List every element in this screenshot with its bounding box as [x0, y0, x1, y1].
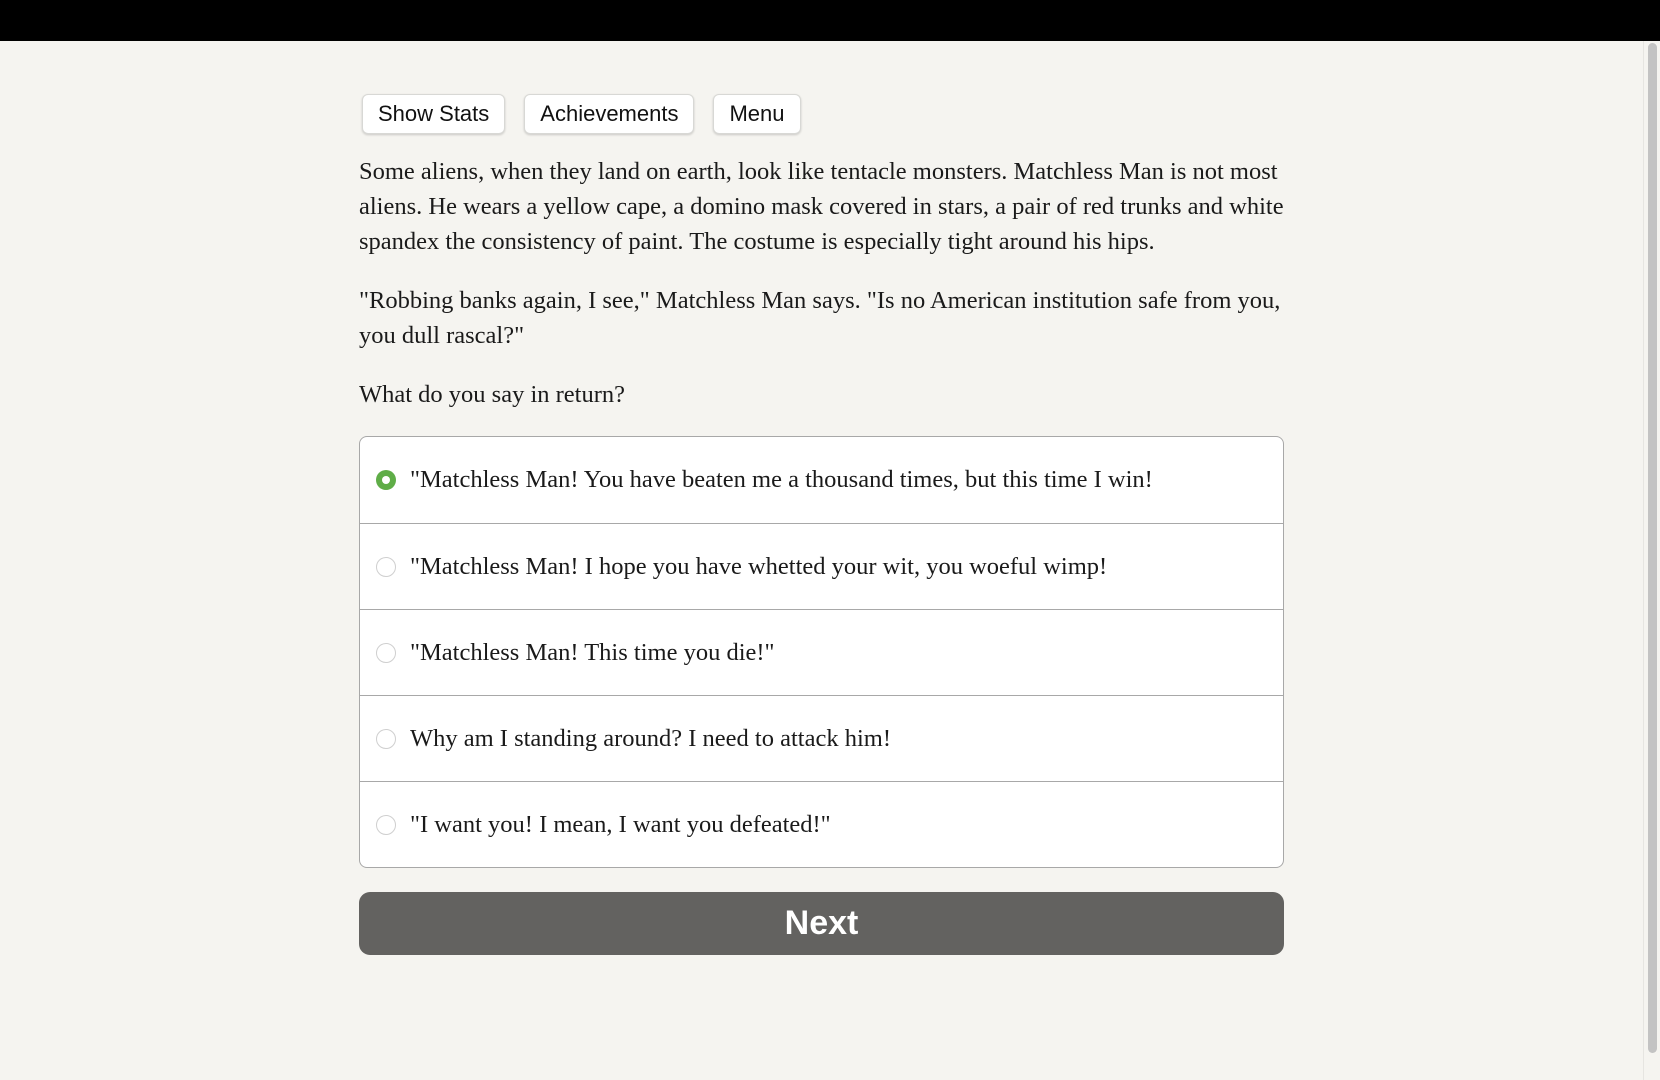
toolbar [362, 94, 1284, 132]
story-text [359, 154, 1284, 412]
choice-label: "Matchless Man! I hope you have whetted your wit, you woeful wimp! [410, 552, 1108, 580]
radio-button[interactable] [376, 643, 396, 663]
choice-option[interactable] [360, 523, 1283, 609]
scrollbar-thumb[interactable] [1648, 43, 1657, 1053]
menu-button[interactable]: Menu [713, 94, 800, 134]
choice-option[interactable] [360, 609, 1283, 695]
choice-option[interactable] [360, 437, 1283, 523]
radio-button[interactable] [376, 470, 396, 490]
story-paragraph: "Robbing banks again, I see," Matchless Man says. "Is no American institution safe from you, you dull rascal?" [359, 287, 1281, 349]
choice-label: "Matchless Man! This time you die!" [410, 638, 775, 666]
choice-label: "Matchless Man! You have beaten me a thousand times, but this time I win! [410, 466, 1153, 493]
choice-label: "I want you! I mean, I want you defeated!" [410, 810, 831, 838]
achievements-button[interactable]: Achievements [524, 94, 694, 134]
choice-list [359, 436, 1284, 868]
top-bar [0, 0, 1660, 41]
choice-option[interactable] [360, 695, 1283, 781]
main-content [359, 94, 1284, 955]
choice-option[interactable] [360, 781, 1283, 867]
radio-button[interactable] [376, 729, 396, 749]
story-paragraph: Some aliens, when they land on earth, look like tentacle monsters. Matchless Man is not most aliens. He wears a yellow cape, a domino mask covered in stars, a pair of red trunks and white spandex the consistency of paint. The costume is especially tight around his hips. [359, 158, 1284, 255]
radio-button[interactable] [376, 557, 396, 577]
radio-button[interactable] [376, 815, 396, 835]
next-button[interactable]: Next [359, 892, 1284, 955]
choice-label: Why am I standing around? I need to attack him! [410, 724, 891, 752]
show-stats-button[interactable]: Show Stats [362, 94, 505, 134]
story-prompt: What do you say in return? [359, 381, 626, 408]
